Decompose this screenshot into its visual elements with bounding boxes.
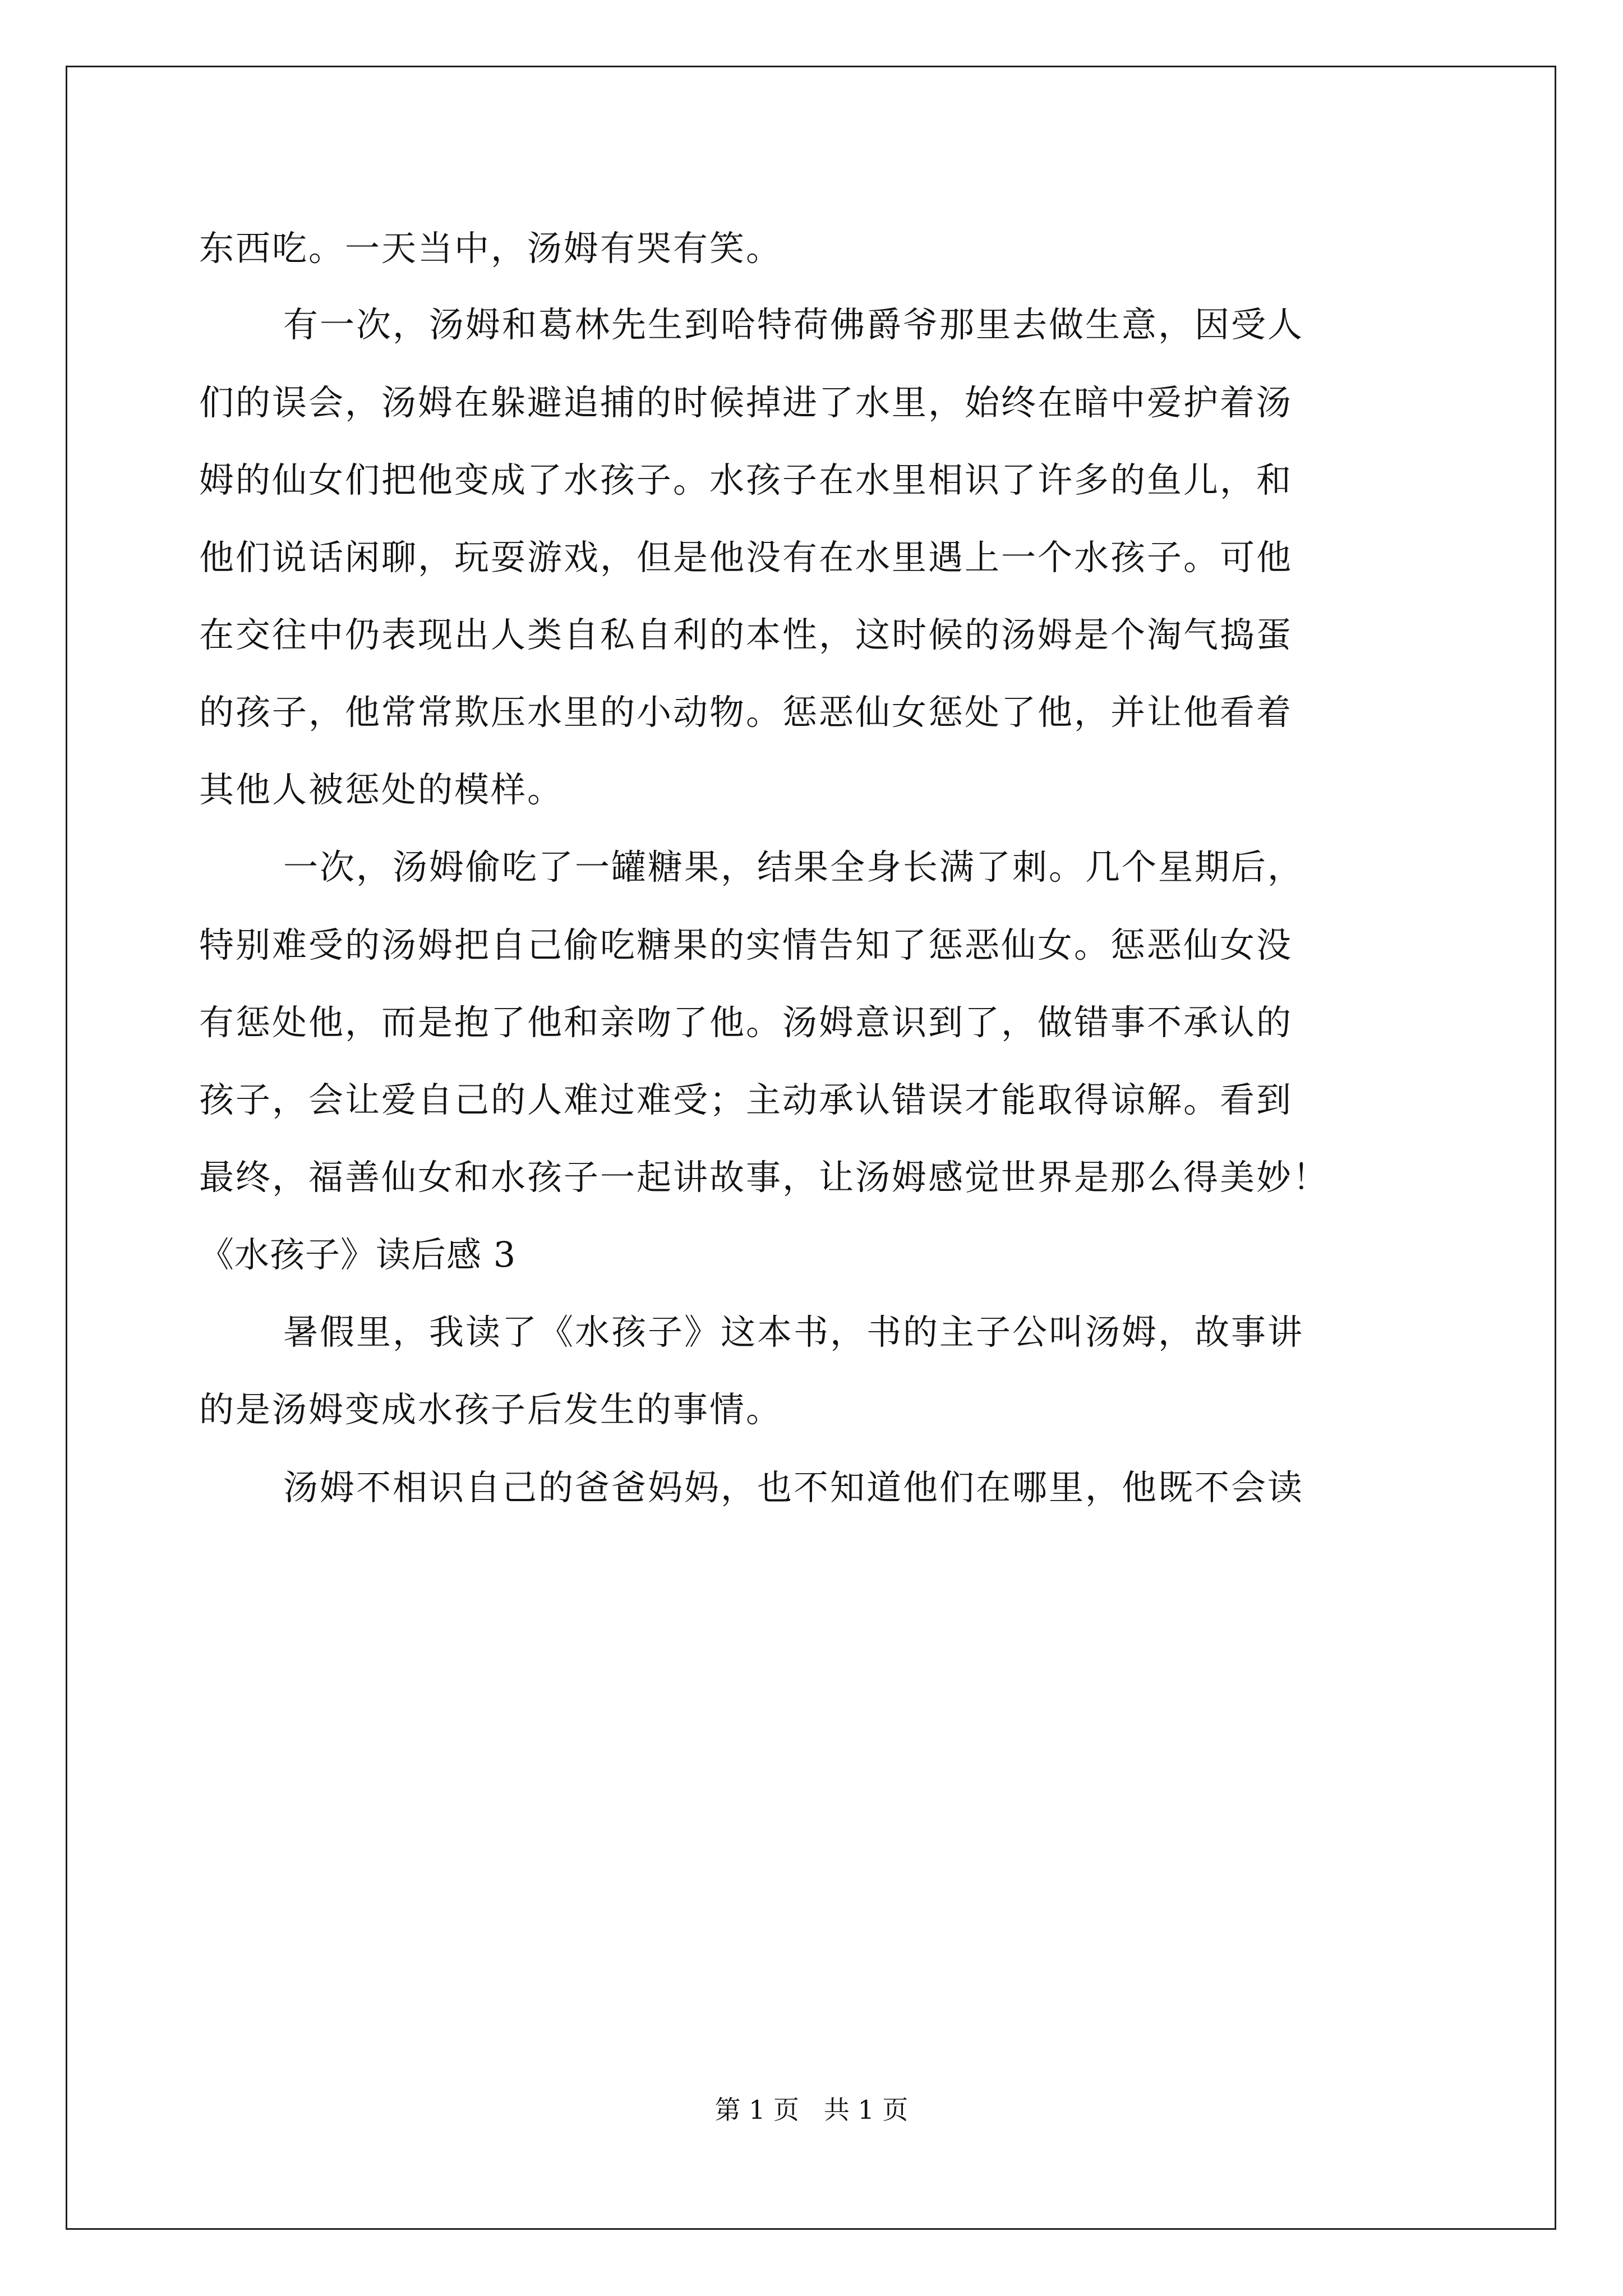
text-line: 姆的仙女们把他变成了水孩子。水孩子在水里相识了许多的鱼儿，和 (199, 459, 1293, 500)
paragraph-first-line: 有一次，汤姆和葛林先生到哈特荷佛爵爷那里去做生意，因受人 (283, 304, 1304, 345)
text-line: 特别难受的汤姆把自己偷吃糖果的实情告知了惩恶仙女。惩恶仙女没 (199, 924, 1293, 965)
text-line: 在交往中仍表现出人类自私自利的本性，这时候的汤姆是个淘气捣蛋 (199, 614, 1293, 655)
text-line: 们的误会，汤姆在躲避追捕的时候掉进了水里，始终在暗中爱护着汤 (199, 382, 1293, 423)
text-line: 有惩处他，而是抱了他和亲吻了他。汤姆意识到了，做错事不承认的 (199, 1002, 1293, 1043)
paragraph-first-line: 一次，汤姆偷吃了一罐糖果，结果全身长满了刺。几个星期后， (283, 846, 1304, 887)
page-footer: 第 1 页 共 1 页 (714, 2095, 909, 2125)
paragraph-first-line: 暑假里，我读了《水孩子》这本书，书的主子公叫汤姆，故事讲 (283, 1312, 1304, 1352)
text-line: 的孩子，他常常欺压水里的小动物。惩恶仙女惩处了他，并让他看着 (199, 692, 1293, 733)
paragraph-first-line: 汤姆不相识自己的爸爸妈妈，也不知道他们在哪里，他既不会读 (283, 1467, 1304, 1508)
text-line: 孩子，会让爱自己的人难过难受；主动承认错误才能取得谅解。看到 (199, 1079, 1293, 1120)
text-line: 东西吃。一天当中，汤姆有哭有笑。 (199, 228, 783, 269)
text-line: 的是汤姆变成水孩子后发生的事情。 (199, 1389, 783, 1430)
text-line: 他们说话闲聊，玩耍游戏，但是他没有在水里遇上一个水孩子。可他 (199, 537, 1293, 578)
text-line: 最终，福善仙女和水孩子一起讲故事，让汤姆感觉世界是那么得美妙！ (199, 1157, 1330, 1198)
section-title: 《水孩子》读后感 3 (199, 1234, 517, 1275)
text-line: 其他人被惩处的模样。 (199, 769, 564, 810)
